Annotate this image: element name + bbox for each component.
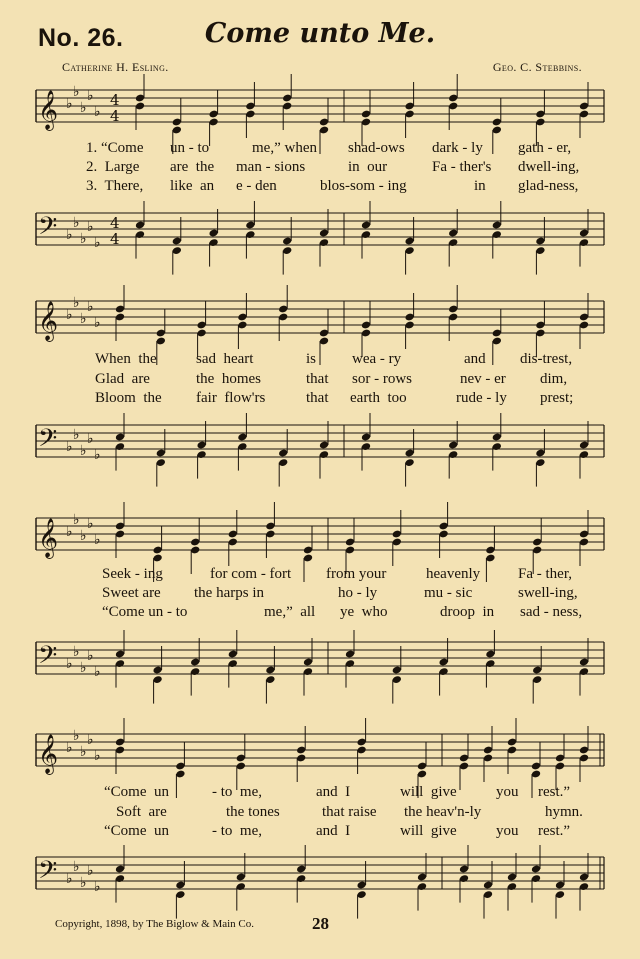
lyric-word: the homes (196, 371, 261, 387)
lyric-word: in our (348, 159, 388, 175)
lyric-word: “Come un (104, 784, 169, 800)
lyric-word: mu - sic (424, 585, 473, 601)
lyric-word: “Come un (104, 823, 169, 839)
lyric-word: rest.” (538, 784, 571, 800)
lyric-word: dis-trest, (520, 351, 573, 367)
bass-clef: 𝄢 (38, 212, 58, 247)
lyric-word: prest; (540, 390, 574, 406)
lyric-word: hymn. (545, 804, 583, 820)
lyric-word: When the (95, 351, 157, 367)
lyric-word: nev - er (460, 371, 506, 387)
lyric-word: rest.” (538, 823, 571, 839)
flat-sign: ♭ (80, 100, 87, 116)
lyric-word: that (306, 371, 329, 387)
flat-sign: ♭ (66, 656, 73, 672)
composer-credit: Geo. C. Stebbins. (492, 60, 582, 74)
flat-sign: ♭ (87, 516, 94, 532)
lyric-word: dim, (540, 371, 568, 387)
time-signature: 4 (110, 91, 120, 109)
lyric-word: gath - er, (518, 140, 572, 156)
flat-sign: ♭ (66, 227, 73, 243)
flat-sign: ♭ (66, 96, 73, 112)
flat-sign: ♭ (94, 748, 101, 764)
flat-sign: ♭ (94, 104, 101, 120)
lyric-word: and I (316, 784, 351, 800)
flat-sign: ♭ (80, 231, 87, 247)
flat-sign: ♭ (80, 875, 87, 891)
flat-sign: ♭ (94, 235, 101, 251)
lyric-word: that raise (322, 804, 377, 820)
lyric-word: rude - ly (456, 390, 507, 406)
flat-sign: ♭ (87, 732, 94, 748)
flat-sign: ♭ (80, 528, 87, 544)
flat-sign: ♭ (66, 740, 73, 756)
flat-sign: ♭ (87, 431, 94, 447)
flat-sign: ♭ (80, 660, 87, 676)
bass-clef: 𝄢 (38, 856, 58, 891)
flat-sign: ♭ (94, 315, 101, 331)
lyric-word: “Come un - to (102, 604, 188, 620)
lyric-word: 3. There, (86, 178, 144, 194)
time-signature: 4 (110, 107, 120, 125)
flat-sign: ♭ (73, 215, 80, 231)
lyric-word: - to me, (212, 784, 262, 800)
lyric-word: man - sions (236, 159, 306, 175)
flat-sign: ♭ (80, 311, 87, 327)
lyric-word: glad-ness, (518, 178, 579, 194)
flat-sign: ♭ (73, 859, 80, 875)
flat-sign: ♭ (87, 299, 94, 315)
flat-sign: ♭ (73, 295, 80, 311)
lyric-word: fair flow'rs (196, 390, 266, 406)
lyric-line (0, 178, 579, 297)
lyric-word: 1. “Come (86, 140, 144, 156)
treble-clef: 𝄞 (38, 90, 59, 130)
flat-sign: ♭ (66, 524, 73, 540)
flat-sign: ♭ (66, 871, 73, 887)
hymn-title: Come unto Me. (204, 18, 436, 49)
lyric-word: are the (170, 159, 215, 175)
treble-clef: 𝄞 (38, 301, 59, 341)
flat-sign: ♭ (73, 427, 80, 443)
flat-sign: ♭ (73, 512, 80, 528)
lyric-word: e - den (236, 178, 277, 194)
flat-sign: ♭ (87, 219, 94, 235)
lyric-word: Fa - ther, (518, 566, 572, 582)
lyric-word: you (496, 823, 519, 839)
lyric-word: 2. Large (86, 159, 140, 175)
flat-sign: ♭ (66, 307, 73, 323)
lyric-word: Sweet are (102, 585, 161, 601)
lyric-word: from your (326, 566, 387, 582)
lyric-word: earth too (350, 390, 407, 406)
lyric-word: ho - ly (338, 585, 378, 601)
flat-sign: ♭ (87, 648, 94, 664)
lyric-word: blos-som - ing (320, 178, 407, 194)
lyric-word: dark - ly (432, 140, 483, 156)
lyric-word: in (474, 178, 486, 194)
lyric-word: that (306, 390, 329, 406)
flat-sign: ♭ (87, 863, 94, 879)
flat-sign: ♭ (73, 644, 80, 660)
hymn-number: No. 26. (38, 24, 124, 52)
lyric-word: the tones (226, 804, 280, 820)
author-credit: Catherine H. Esling. (62, 60, 169, 74)
lyric-word: Soft are (116, 804, 167, 820)
lyric-word: Seek - ing (102, 566, 163, 582)
lyric-word: un - to (170, 140, 210, 156)
lyric-word: you (496, 784, 519, 800)
flat-sign: ♭ (73, 84, 80, 100)
lyric-word: for com - fort (210, 566, 292, 582)
page-number: 28 (312, 914, 329, 933)
flat-sign: ♭ (94, 447, 101, 463)
lyric-word: me,” all (264, 604, 316, 620)
lyric-word: swell-ing, (518, 585, 578, 601)
bass-clef: 𝄢 (38, 641, 58, 676)
lyric-word: ye who (340, 604, 388, 620)
bass-clef: 𝄢 (38, 424, 58, 459)
lyric-word: the heav'n-ly (404, 804, 482, 820)
lyric-word: Fa - ther's (432, 159, 492, 175)
lyric-word: Glad are (95, 371, 150, 387)
lyric-word: - to me, (212, 823, 262, 839)
flat-sign: ♭ (94, 664, 101, 680)
flat-sign: ♭ (80, 744, 87, 760)
treble-clef: 𝄞 (38, 734, 59, 774)
time-signature: 4 (110, 230, 120, 248)
flat-sign: ♭ (73, 728, 80, 744)
copyright-notice: Copyright, 1898, by The Biglow & Main Co. (55, 918, 255, 930)
flat-sign: ♭ (80, 443, 87, 459)
lyric-word: will give (400, 823, 457, 839)
lyric-word: me,” when (252, 140, 317, 156)
flat-sign: ♭ (94, 532, 101, 548)
treble-clef: 𝄞 (38, 518, 59, 558)
flat-sign: ♭ (94, 879, 101, 895)
lyric-line (0, 390, 574, 509)
lyric-word: like an (170, 178, 215, 194)
lyric-word: dwell-ing, (518, 159, 580, 175)
time-signature: 4 (110, 214, 120, 232)
flat-sign: ♭ (66, 439, 73, 455)
lyric-word: will give (400, 784, 457, 800)
lyric-word: and I (316, 823, 351, 839)
lyric-word: Bloom the (95, 390, 162, 406)
lyric-word: sor - rows (352, 371, 412, 387)
lyric-word: sad - ness, (520, 604, 583, 620)
lyric-word: the harps in (194, 585, 264, 601)
lyric-word: is (306, 351, 317, 367)
lyric-word: sad heart (196, 351, 254, 367)
lyric-word: and (464, 351, 486, 367)
lyric-line (0, 604, 583, 706)
lyric-word: droop in (440, 604, 495, 620)
lyric-word: shad-ows (348, 140, 405, 156)
lyric-word: wea - ry (352, 351, 402, 367)
flat-sign: ♭ (87, 88, 94, 104)
lyric-word: heavenly (426, 566, 481, 582)
